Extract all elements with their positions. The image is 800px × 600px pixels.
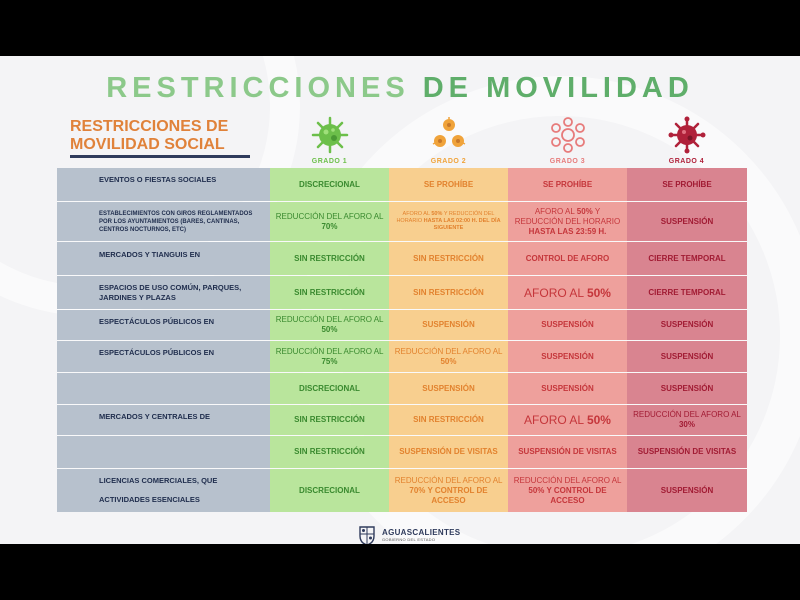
table-row — [57, 310, 747, 341]
cell-highlight: 50% — [440, 356, 457, 366]
cell-highlight: 50% — [576, 206, 593, 216]
grade-4-cell: SUSPENSIÓN — [627, 469, 747, 512]
cell-highlight: 70% Y CONTROL DE ACCESO — [409, 485, 488, 505]
grade-4-cell: SUSPENSIÓN — [627, 310, 747, 340]
grade-2-cell — [389, 341, 508, 372]
grade-1-label: GRADO 1 — [311, 158, 348, 165]
grade-4-cell: SUSPENSIÓN — [627, 341, 747, 372]
virus-icon — [430, 116, 468, 154]
coat-of-arms-icon — [356, 524, 378, 544]
row-label: MERCADOS Y CENTRALES DE — [57, 405, 270, 435]
grade-1-cell — [270, 310, 389, 340]
subtitle-line-1: RESTRICCIONES DE — [70, 118, 229, 135]
grade-3-cell — [508, 276, 627, 309]
cell-highlight: HASTA LAS 23:59 H. — [528, 226, 607, 236]
row-label: ESPACIOS DE USO COMÚN, PARQUES, JARDINES Y PLAZAS — [57, 276, 270, 309]
cell-highlight: 70% — [321, 221, 338, 231]
cell-text: REDUCCIÓN DEL AFORO AL — [513, 475, 622, 485]
cell-text: AFORO AL — [534, 206, 577, 216]
cell-highlight: 50% — [321, 325, 338, 334]
cell-text: REDUCCIÓN DEL AFORO AL — [394, 346, 503, 356]
virus-icon — [311, 116, 349, 154]
row-label-line-2: ACTIVIDADES ESENCIALES — [99, 495, 200, 504]
logo-tagline: GOBIERNO DEL ESTADO — [382, 537, 436, 542]
grade-4-cell: SE PROHÍBE — [627, 168, 747, 201]
grade-3-cell: CONTROL DE AFORO — [508, 242, 627, 275]
subtitle-underline — [70, 155, 250, 158]
cell-highlight: 50% — [586, 413, 611, 427]
grade-1-cell — [270, 341, 389, 372]
cell-text: AFORO AL — [524, 285, 587, 300]
grade-3-cell: SE PROHÍBE — [508, 168, 627, 201]
row-label — [57, 469, 270, 512]
table-row — [57, 276, 747, 310]
grade-2-cell: SUSPENSIÓN DE VISITAS — [389, 436, 508, 468]
grade-4-cell: SUSPENSIÓN — [627, 202, 747, 241]
grade-4-cell: SUSPENSIÓN DE VISITAS — [627, 436, 747, 468]
grade-3-header — [508, 116, 627, 165]
grade-1-cell: SIN RESTRICCIÓN — [270, 242, 389, 275]
grade-2-cell: SIN RESTRICCIÓN — [389, 276, 508, 309]
subtitle-line-2: MOVILIDAD SOCIAL — [70, 136, 225, 153]
grade-2-cell — [389, 202, 508, 241]
table-row — [57, 469, 747, 512]
grade-3-cell: SUSPENSIÓN — [508, 341, 627, 372]
row-label — [57, 373, 270, 404]
page-title — [0, 72, 800, 105]
table-row — [57, 373, 747, 405]
row-label: EVENTOS O FIESTAS SOCIALES — [57, 168, 270, 201]
grade-3-cell — [508, 202, 627, 241]
grade-2-cell: SUSPENSIÓN — [389, 373, 508, 404]
grade-1-cell: DISCRECIONAL — [270, 168, 389, 201]
row-label-line-1: LICENCIAS COMERCIALES, QUE — [99, 476, 218, 485]
title-part-1: RESTRICCIONES — [106, 72, 410, 104]
grade-3-label: GRADO 3 — [549, 158, 586, 165]
grade-1-cell: DISCRECIONAL — [270, 469, 389, 512]
table-row — [57, 436, 747, 469]
cell-highlight: 30% — [678, 420, 695, 429]
row-label: ESPECTÁCULOS PÚBLICOS EN — [57, 310, 270, 340]
cell-highlight: 50% — [586, 285, 611, 300]
table-row — [57, 168, 747, 202]
cell-highlight: HASTA LAS 02:00 H. DEL DÍA SIGUIENTE — [423, 218, 501, 231]
grade-4-cell — [627, 405, 747, 435]
grade-3-cell: SUSPENSIÓN — [508, 310, 627, 340]
grade-1-cell: DISCRECIONAL — [270, 373, 389, 404]
title-part-2: DE MOVILIDAD — [422, 72, 694, 104]
cell-text: AFORO AL — [402, 211, 432, 217]
grade-4-cell: SUSPENSIÓN — [627, 373, 747, 404]
grade-2-header — [389, 116, 508, 165]
grade-1-cell: SIN RESTRICCIÓN — [270, 436, 389, 468]
cell-text: REDUCCIÓN DEL AFORO AL — [275, 346, 384, 356]
cell-highlight: 75% — [321, 356, 338, 366]
grade-4-label: GRADO 4 — [668, 158, 705, 165]
section-subtitle — [70, 118, 228, 154]
table-row — [57, 341, 747, 373]
grade-3-cell — [508, 405, 627, 435]
cell-text: Y REDUCCIÓN DEL HORARIO — [396, 211, 495, 224]
cell-text: Y REDUCCIÓN DEL HORARIO — [514, 206, 621, 226]
cell-text: AFORO AL — [524, 413, 587, 427]
grade-1-cell — [270, 202, 389, 241]
grade-3-cell: SUSPENSIÓN — [508, 373, 627, 404]
table-row — [57, 242, 747, 276]
grade-4-cell: CIERRE TEMPORAL — [627, 242, 747, 275]
grade-2-cell: SIN RESTRICCIÓN — [389, 405, 508, 435]
grade-2-cell: SE PROHÍBE — [389, 168, 508, 201]
grade-2-cell: SIN RESTRICCIÓN — [389, 242, 508, 275]
cell-text: REDUCCIÓN DEL AFORO AL — [275, 211, 384, 221]
logo-name: AGUASCALIENTES — [382, 528, 461, 537]
grade-3-cell — [508, 469, 627, 512]
grade-1-cell: SIN RESTRICCIÓN — [270, 276, 389, 309]
row-label: ESTABLECIMIENTOS CON GIROS REGLAMENTADOS POR LOS AYUNTAMIENTOS (BARES, CANTINAS, CENTROS NOCTURNOS, ETC) — [57, 202, 270, 241]
grade-2-label: GRADO 2 — [430, 158, 467, 165]
grade-3-cell: SUSPENSIÓN DE VISITAS — [508, 436, 627, 468]
restrictions-table — [57, 168, 747, 512]
cell-highlight: 50% — [431, 211, 443, 217]
grade-4-cell: CIERRE TEMPORAL — [627, 276, 747, 309]
row-label: MERCADOS Y TIANGUIS EN — [57, 242, 270, 275]
grade-2-cell — [389, 469, 508, 512]
grade-1-header — [270, 116, 389, 165]
grade-4-header — [627, 116, 746, 165]
virus-icon — [549, 116, 587, 154]
table-row — [57, 405, 747, 436]
virus-icon — [668, 116, 706, 154]
slide — [0, 56, 800, 544]
grade-2-cell: SUSPENSIÓN — [389, 310, 508, 340]
grade-1-cell: SIN RESTRICCIÓN — [270, 405, 389, 435]
table-row — [57, 202, 747, 242]
cell-highlight: 50% Y CONTROL DE ACCESO — [528, 485, 607, 505]
government-logo — [356, 524, 460, 544]
cell-text: REDUCCIÓN DEL AFORO AL — [394, 475, 503, 485]
row-label — [57, 436, 270, 468]
cell-text: REDUCCIÓN DEL AFORO AL — [275, 315, 384, 324]
row-label: ESPECTÁCULOS PÚBLICOS EN — [57, 341, 270, 372]
cell-text: REDUCCIÓN DEL AFORO AL — [633, 410, 741, 419]
